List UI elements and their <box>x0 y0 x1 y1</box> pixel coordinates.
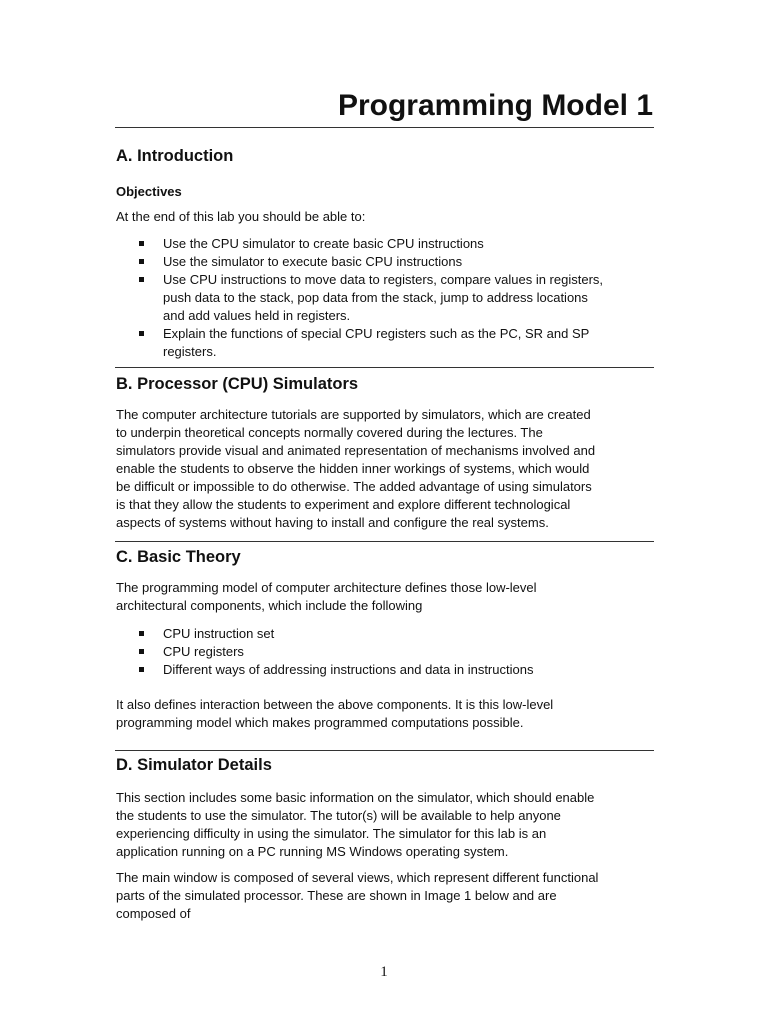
components-list <box>116 625 656 679</box>
section-divider <box>115 541 654 542</box>
bullet-icon <box>139 667 144 672</box>
section-b-heading: B. Processor (CPU) Simulators <box>116 375 359 393</box>
section-divider <box>115 367 654 368</box>
objectives-intro <box>116 208 656 226</box>
page-number: 1 <box>380 964 388 980</box>
list-item: Use the CPU simulator to create basic CPU instructions <box>116 235 656 253</box>
section-d-heading: D. Simulator Details <box>116 756 272 774</box>
list-item: Explain the functions of special CPU registers such as the PC, SR and SP registers. <box>116 325 656 361</box>
section-b-paragraph: The computer architecture tutorials are supported by simulators, which are created to underpin theoretical concepts normally covered during the lectures. The simulators provide visual and animated representation of mechanisms involved and enable the students to observe the hidden inner workings of systems, which would be difficult or impossible to do otherwise. The added advantage of using simulators is that they allow the students to experiment and explore different technological aspects of systems without having to install and configure the real systems. <box>116 407 596 530</box>
objectives-label: Objectives <box>116 184 182 199</box>
bullet-icon <box>139 241 144 246</box>
list-item: CPU registers <box>116 643 656 661</box>
section-d-paragraph-2: The main window is composed of several views, which represent different functional parts of the simulated processor. These are shown in Image 1 below and are composed of <box>116 870 599 921</box>
document-title: Programming Model 1 <box>337 89 653 122</box>
objectives-list <box>116 235 656 361</box>
section-c-heading: C. Basic Theory <box>116 548 241 566</box>
bullet-icon <box>139 649 144 654</box>
section-c-paragraph-2: It also defines interaction between the above components. It is this low-level programming model which makes programmed computations possible. <box>116 697 554 730</box>
bullet-icon <box>139 331 144 336</box>
list-item: CPU instruction set <box>116 625 656 643</box>
section-d-paragraph-1: This section includes some basic information on the simulator, which should enable the students to use the simulator. The tutor(s) will be available to help anyone experiencing difficulty in using the simulator. The simulator for this lab is an application running on a PC running MS Windows operating system. <box>116 790 595 859</box>
list-item: Use the simulator to execute basic CPU instructions <box>116 253 656 271</box>
section-a-heading: A. Introduction <box>116 147 234 165</box>
list-item: Different ways of addressing instructions and data in instructions <box>116 661 656 679</box>
bullet-icon <box>139 631 144 636</box>
section-c-paragraph-1: The programming model of computer architecture defines those low-level architectural components, which include the following <box>116 580 537 613</box>
bullet-icon <box>139 277 144 282</box>
title-divider <box>115 127 654 128</box>
section-divider <box>115 750 654 751</box>
objectives-intro-line: At the end of this lab you should be able to: <box>116 209 366 224</box>
list-item: Use CPU instructions to move data to registers, compare values in registers, push data to the stack, pop data from the stack, jump to address locations and add values held in registers. <box>116 271 656 325</box>
bullet-icon <box>139 259 144 264</box>
